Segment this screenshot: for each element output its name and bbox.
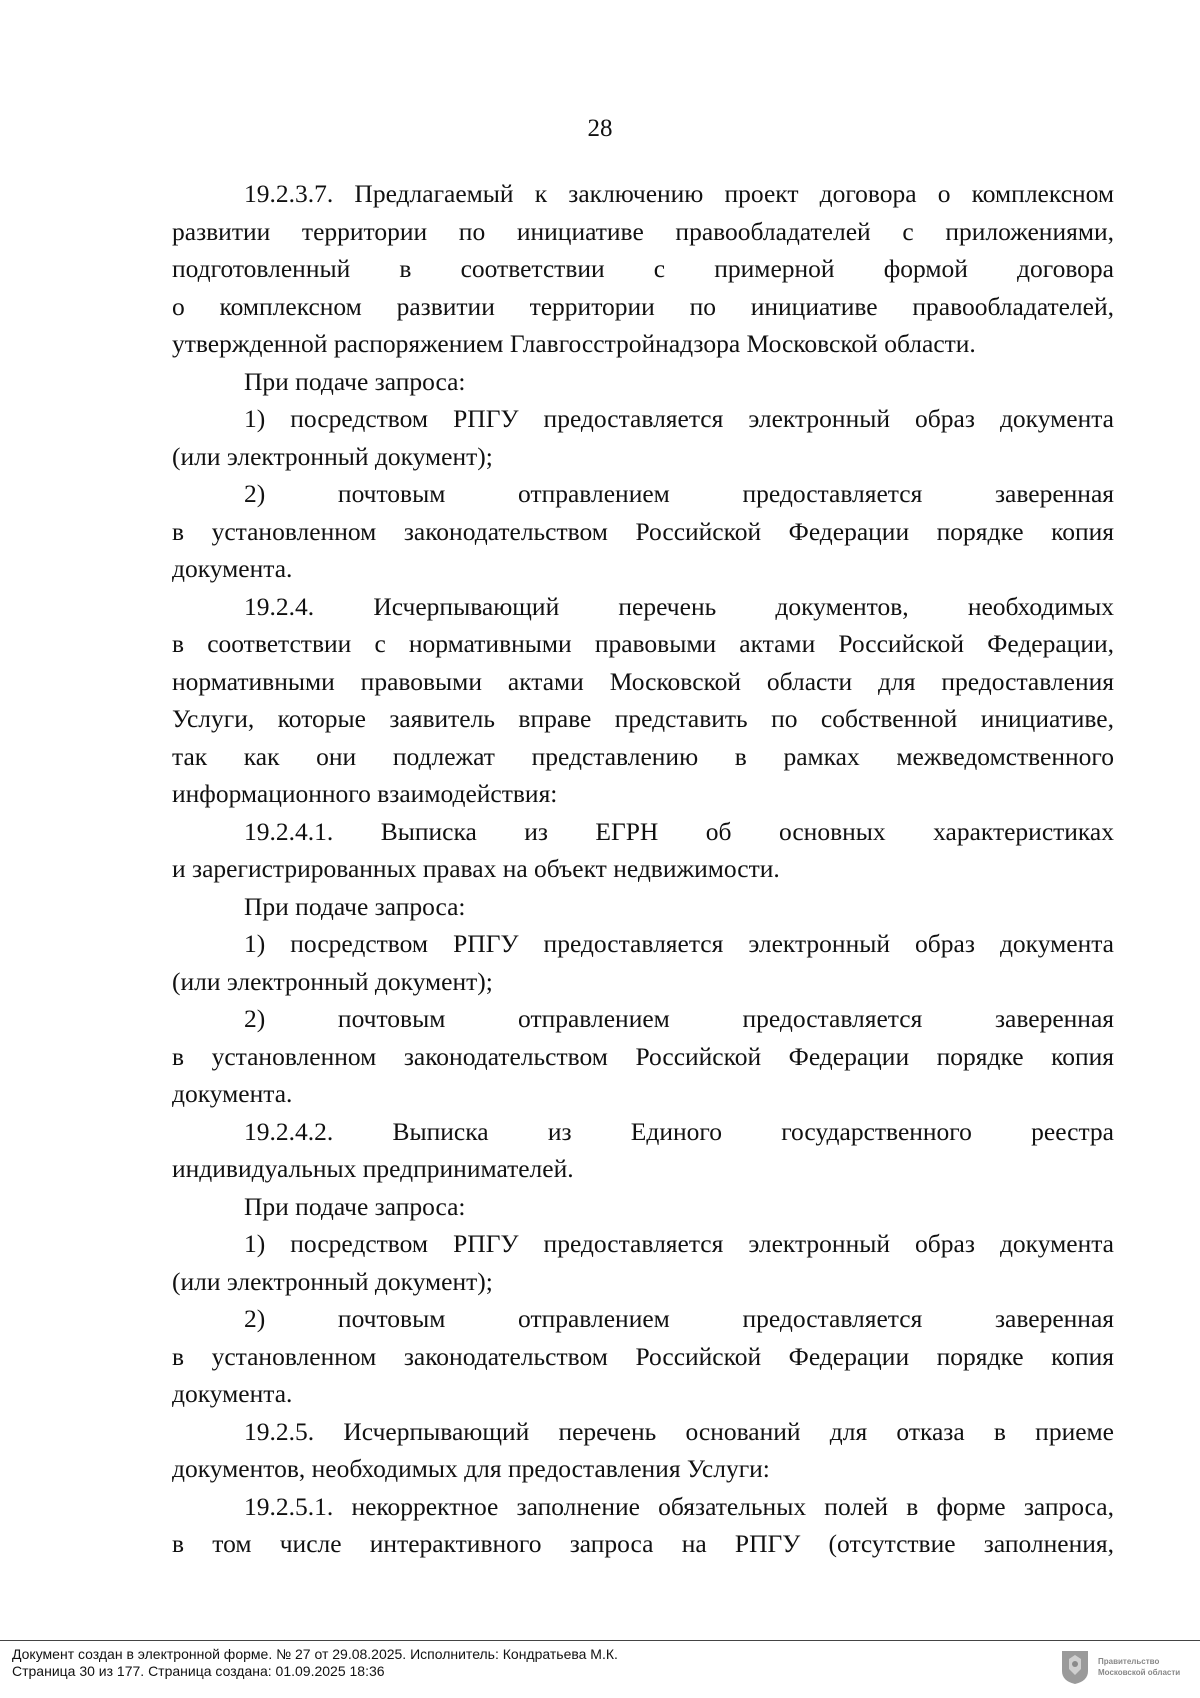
text-line: 2) почтовым отправлением предоставляется заверенная xyxy=(244,1004,1114,1033)
text-line: индивидуальных предпринимателей. xyxy=(172,1154,574,1183)
text-line: (или электронный документ); xyxy=(172,441,493,471)
footer-line-2: Страница 30 из 177. Страница создана: 01.09.2025 18:36 xyxy=(12,1663,385,1679)
text-line: в соответствии с нормативными правовыми актами Российской Федерации, xyxy=(172,629,1114,658)
text-line: информационного взаимодействия: xyxy=(172,779,558,808)
moscow-region-emblem-icon xyxy=(1060,1649,1090,1685)
text-line: (или электронный документ); xyxy=(172,1266,493,1296)
text-line: в установленном законодательством Российской Федерации порядке копия xyxy=(172,1341,1114,1371)
text-line: Услуги, которые заявитель вправе представить по собственной инициативе, xyxy=(172,704,1114,733)
text-line: 19.2.4.1. Выписка из ЕГРН об основных характеристиках xyxy=(244,816,1114,846)
text-line: развитии территории по инициативе правообладателей с приложениями, xyxy=(172,216,1114,246)
text-line: 19.2.3.7. Предлагаемый к заключению проект договора о комплексном xyxy=(244,179,1114,208)
document-body xyxy=(172,175,1114,1563)
logo-text-line-2: Московской области xyxy=(1098,1668,1181,1677)
text-line: 2) почтовым отправлением предоставляется заверенная xyxy=(244,1304,1114,1333)
text-line: так как они подлежат представлению в рамках межведомственного xyxy=(172,741,1114,771)
text-line: 19.2.4. Исчерпывающий перечень документов, необходимых xyxy=(244,591,1114,621)
footer-line-1: Документ создан в электронной форме. № 27 от 29.08.2025. Исполнитель: Кондратьева М.К. xyxy=(12,1646,618,1662)
text-line: о комплексном развитии территории по инициативе правообладателей, xyxy=(172,291,1114,321)
text-line: 19.2.5. Исчерпывающий перечень оснований для отказа в приеме xyxy=(244,1416,1114,1446)
page-number: 28 xyxy=(587,115,613,142)
text-line: в том числе интерактивного запроса на РПГУ (отсутствие заполнения, xyxy=(172,1529,1114,1558)
text-line: 19.2.4.2. Выписка из Единого государственного реестра xyxy=(244,1116,1114,1146)
text-line: 2) почтовым отправлением предоставляется заверенная xyxy=(244,479,1114,508)
text-line: (или электронный документ); xyxy=(172,966,493,996)
text-line: документа. xyxy=(172,1079,293,1108)
footer-info xyxy=(12,1646,618,1680)
text-line: документа. xyxy=(172,554,293,583)
text-line: документов, необходимых для предоставления Услуги: xyxy=(172,1454,770,1483)
text-line: 19.2.5.1. некорректное заполнение обязательных полей в форме запроса, xyxy=(244,1491,1114,1521)
text-line: документа. xyxy=(172,1379,293,1408)
text-line: и зарегистрированных правах на объект недвижимости. xyxy=(172,854,780,883)
text-line: нормативными правовыми актами Московской области для предоставления xyxy=(172,666,1114,696)
text-line: утвержденной распоряжением Главгосстройнадзора Московской области. xyxy=(172,329,976,358)
text-line: в установленном законодательством Российской Федерации порядке копия xyxy=(172,516,1114,546)
footer-divider xyxy=(0,1640,1200,1641)
logo-text-line-1: Правительство xyxy=(1098,1657,1160,1666)
text-line: При подаче запроса: xyxy=(244,891,466,921)
text-line: 1) посредством РПГУ предоставляется электронный образ документа xyxy=(244,929,1114,958)
text-line: подготовленный в соответствии с примерной формой договора xyxy=(172,254,1114,283)
text-line: 1) посредством РПГУ предоставляется электронный образ документа xyxy=(244,1229,1114,1258)
text-line: При подаче запроса: xyxy=(244,366,466,396)
text-line: 1) посредством РПГУ предоставляется электронный образ документа xyxy=(244,404,1114,433)
text-line: в установленном законодательством Российской Федерации порядке копия xyxy=(172,1041,1114,1071)
government-logo xyxy=(1060,1644,1195,1690)
text-line: При подаче запроса: xyxy=(244,1191,466,1221)
